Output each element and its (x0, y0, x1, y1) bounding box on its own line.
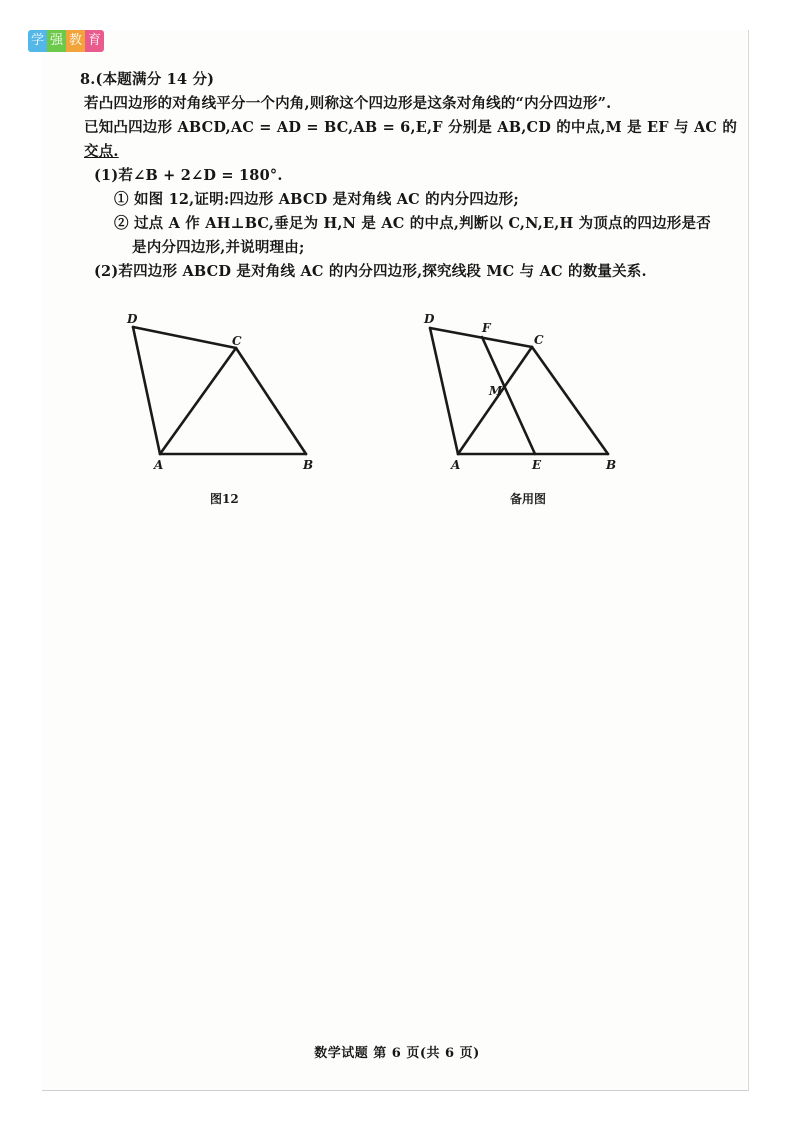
problem-points: .(本题满分 14 分) (90, 71, 215, 88)
label-C: C (232, 334, 242, 348)
label-D: D (127, 312, 138, 326)
logo-char: 学 (28, 30, 47, 52)
logo-char: 育 (85, 30, 104, 52)
definition-line: 若凸四边形的对角线平分一个内角,则称这个四边形是这条对角线的“内分四边形”. (84, 95, 612, 112)
part1-question-2-cont: 是内分四边形,并说明理由; (132, 239, 305, 256)
figure-12-caption: 图12 (210, 492, 239, 506)
problem-number: 8 (80, 71, 91, 88)
label-M: M (489, 384, 503, 398)
part1-condition: (1)若∠B + 2∠D = 180°. (94, 167, 283, 184)
segment-DA-2 (430, 328, 458, 454)
part2-question: (2)若四边形 ABCD 是对角线 AC 的内分四边形,探究线段 MC 与 AC 的数量关系. (94, 263, 647, 280)
segment-AC (160, 348, 236, 454)
label-A-2: A (451, 458, 461, 472)
label-E: E (532, 458, 542, 472)
segment-CB (236, 348, 306, 454)
label-A: A (154, 458, 164, 472)
spare-figure-caption: 备用图 (510, 492, 547, 506)
segment-DA (133, 327, 160, 454)
label-F: F (482, 321, 491, 335)
given-line-2-text: 交点. (84, 143, 119, 160)
page-footer: 数学试题 第 6 页(共 6 页) (314, 1046, 480, 1061)
label-C-2: C (534, 333, 544, 347)
given-line-1: 已知凸四边形 ABCD,AC = AD = BC,AB = 6,E,F 分别是 AB,CD 的中点,M 是 EF 与 AC 的 (84, 119, 738, 136)
segment-CB-2 (532, 347, 608, 454)
logo-char: 强 (47, 30, 66, 52)
label-B-2: B (606, 458, 617, 472)
part1-question-1: ① 如图 12,证明:四边形 ABCD 是对角线 AC 的内分四边形; (114, 191, 519, 208)
segment-DC (133, 327, 236, 348)
logo-char: 教 (66, 30, 85, 52)
label-B: B (303, 458, 314, 472)
label-D-2: D (424, 312, 435, 326)
part1-question-2: ② 过点 A 作 AH⊥BC,垂足为 H,N 是 AC 的中点,判断以 C,N,E,H 为顶点的四边形是否 (114, 215, 711, 232)
